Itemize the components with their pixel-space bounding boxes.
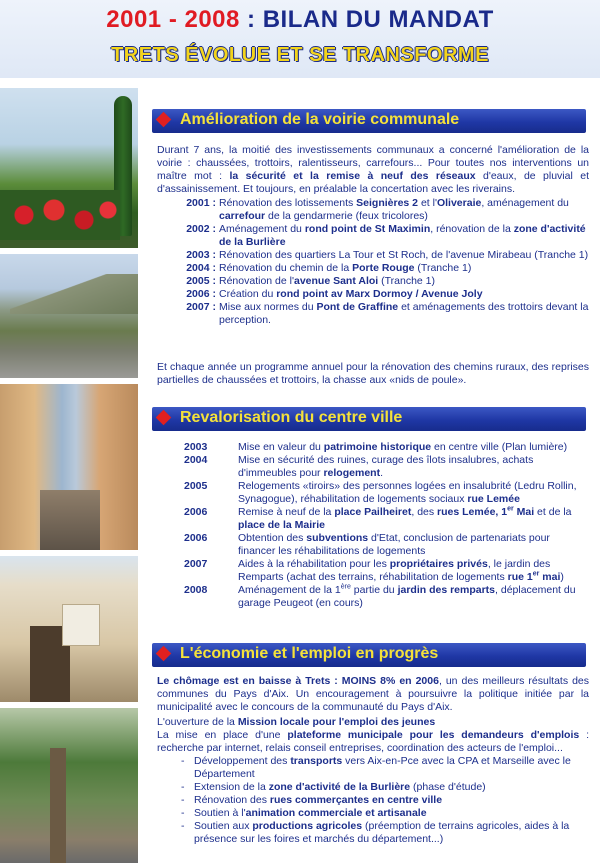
section1-outro: Et chaque année un programme annuel pour la rénovation des chemins ruraux, des reprises partielles de chaussées et trottoirs, la chasse aux «nids de poule». (157, 361, 589, 386)
section1-intro: Durant 7 ans, la moitié des investissements communaux a concerné l'amélioration de la voirie : chaussées, trottoirs, ralentisseurs, carrefours... Pour toutes nos interventions un maître mot : la sécurité et la remise à neuf des réseaux d'eaux, de pluvial et d'assainissement. Et toujours, en préalable la concertation avec les riverains. (157, 144, 589, 195)
section3-paragraph-mission: L'ouverture de la Mission locale pour l'emploi des jeunes (157, 716, 436, 728)
photo-old-town-street (0, 384, 138, 550)
photo-plane-trees-street (0, 708, 138, 863)
list-item: 2007 : Mise aux normes du Pont de Graffine et aménagements des trottoirs devant la perception. (186, 301, 589, 326)
list-item: - Développement des transports vers Aix-en-Pce avec la CPA et Marseille avec le Département (181, 755, 571, 780)
list-item: - Rénovation des rues commerçantes en centre ville (181, 794, 443, 806)
photo-roundabout-flowers (0, 88, 138, 248)
page-subtitle: TRETS ÉVOLUE ET SE TRANSFORME (111, 44, 489, 66)
list-item: 2001 : Rénovation des lotissements Seignières 2 et l'Oliveraie, aménagement du carrefour de la gendarmerie (feux tricolores) (186, 197, 569, 222)
list-item: 2004 : Rénovation du chemin de la Porte Rouge (Tranche 1) (186, 262, 472, 274)
list-item: 2005 Relogements «tiroirs» des personnes logées en insalubrité (Ledru Rollin, Synagogue), réhabilitation de logements sociaux rue Lemée (184, 480, 577, 505)
list-item: 2006 : Création du rond point av Marx Dormoy / Avenue Joly (186, 288, 483, 300)
list-item: 2003 Mise en valeur du patrimoine historique en centre ville (Plan lumière) (184, 441, 568, 453)
title-text: : BILAN DU MANDAT (239, 6, 494, 33)
list-item: 2006 Remise à neuf de la place Pailheiret, des rues Lemée, 1er Mai et de la place de la Mairie (184, 505, 572, 531)
section2-entries (184, 441, 589, 610)
list-item: 2004 Mise en sécurité des ruines, curage des îlots insalubres, achats d'immeubles pour relogement. (184, 454, 534, 479)
title-year-range: 2001 - 2008 (106, 6, 240, 33)
section-heading-economie (152, 643, 586, 667)
diamond-bullet-icon (156, 410, 172, 426)
section-title: Amélioration de la voirie communale (180, 111, 460, 128)
section-title: Revalorisation du centre ville (180, 409, 403, 426)
list-item: - Soutien aux productions agricoles (préemption de terrains agricoles, aides à la présence sur les foires et marchés du département...) (181, 820, 570, 845)
list-item: 2007 Aides à la réhabilitation pour les propriétaires privés, le jardin des Remparts (achat des terrains, réhabilitation de logements rue 1er mai) (184, 558, 564, 583)
section1-entries (172, 197, 590, 327)
photo-road-mountain (0, 254, 138, 378)
list-item: 2005 : Rénovation de l'avenue Sant Aloi (Tranche 1) (186, 275, 435, 287)
section3-paragraph-plateforme: La mise en place d'une plateforme municipale pour les demandeurs d'emplois : recherche par internet, relais conseil entreprises, coordination des acteurs de l'emploi... (157, 729, 589, 754)
section-title: L'économie et l'emploi en progrès (180, 645, 439, 662)
diamond-bullet-icon (156, 112, 172, 128)
section-heading-voirie (152, 109, 586, 133)
list-item: 2008 Aménagement de la 1ère partie du jardin des remparts, déplacement du garage Peugeot (en cours) (184, 583, 576, 609)
list-item: 2002 : Aménagement du rond point de St Maximin, rénovation de la zone d'activité de la Burlière (186, 223, 586, 248)
list-item: 2006 Obtention des subventions d'Etat, conclusion de partenariats pour financer les réhabilitations de logements (184, 532, 550, 557)
list-item: - Extension de la zone d'activité de la Burlière (phase d'étude) (181, 781, 486, 793)
page-title (0, 6, 600, 34)
section-heading-centre-ville (152, 407, 586, 431)
photo-building-facade (0, 556, 138, 702)
photo-column (0, 88, 138, 863)
list-item: 2003 : Rénovation des quartiers La Tour et St Roch, de l'avenue Mirabeau (Tranche 1) (186, 249, 589, 261)
page-header (0, 0, 600, 78)
diamond-bullet-icon (156, 646, 172, 662)
section3-bullets (181, 755, 589, 846)
section3-paragraph-chomage: Le chômage est en baisse à Trets : MOINS 8% en 2006, un des meilleurs résultats des communes du Pays d'Aix. Un encouragement à poursuivre la politique initiée par la municipalité avec le concours de la communauté du Pays d'Aix. (157, 675, 590, 713)
list-item: - Soutien à l'animation commerciale et artisanale (181, 807, 427, 819)
